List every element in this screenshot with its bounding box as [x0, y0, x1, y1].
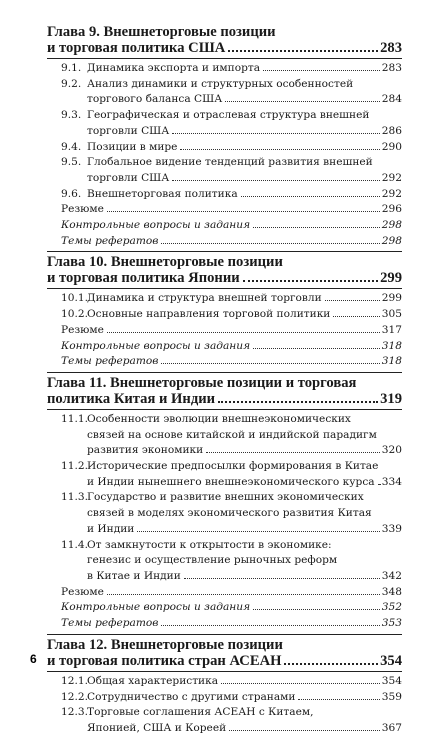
toc-section — [47, 490, 402, 537]
section-title: генезис и осуществление рыночных реформ — [87, 554, 338, 567]
dot-leader — [325, 300, 380, 301]
section-line — [61, 77, 402, 93]
section-line — [61, 553, 402, 569]
section-title: развития экономики — [87, 444, 204, 457]
summary-entry — [47, 202, 402, 218]
dot-leader — [172, 180, 379, 181]
page-number: 6 — [30, 652, 37, 666]
section-title: и Индии — [87, 522, 135, 535]
questions-label: Контрольные вопросы и задания — [61, 219, 251, 232]
section-number: 11.4. — [61, 538, 88, 551]
toc-section — [47, 459, 402, 490]
section-page-number: 290 — [381, 140, 402, 153]
dot-leader — [221, 683, 380, 684]
dot-leader — [241, 196, 380, 197]
section-page-number: 292 — [381, 187, 402, 200]
section-title: Сотрудничество с другими странами — [87, 690, 296, 703]
section-line — [61, 522, 402, 538]
chapter-rule — [47, 58, 402, 59]
section-line — [61, 140, 402, 156]
toc-section — [47, 61, 402, 77]
questions-page-number: 318 — [381, 339, 402, 352]
section-title: Основные направления торговой политики — [87, 308, 331, 321]
toc-section — [47, 412, 402, 459]
questions-entry — [47, 339, 402, 355]
dot-leader — [229, 730, 380, 731]
section-title: Исторические предпосылки формирования в Китае — [87, 460, 379, 473]
section-title: и Индии нынешнего внешнеэкономического курса — [87, 475, 375, 488]
table-of-contents — [47, 24, 402, 737]
section-line — [61, 690, 402, 706]
topics-page-number: 318 — [381, 355, 402, 368]
toc-section — [47, 690, 402, 706]
dot-leader — [107, 332, 380, 333]
chapter-title-line — [47, 40, 402, 56]
chapter-rule — [47, 288, 402, 289]
section-number: 9.4. — [61, 140, 82, 153]
section-title: Торговые соглашения АСЕАН с Китаем, — [87, 706, 314, 719]
topics-page-number: 298 — [381, 234, 402, 247]
dot-leader — [298, 699, 379, 700]
section-number: 9.1. — [61, 62, 82, 74]
section-title: торгового баланса США — [87, 93, 223, 106]
section-line — [61, 428, 402, 444]
section-line — [61, 538, 402, 554]
dot-leader — [243, 280, 378, 282]
summary-label: Резюме — [61, 585, 104, 598]
section-line — [61, 475, 402, 491]
questions-page-number: 352 — [381, 601, 402, 614]
summary-entry — [47, 585, 402, 601]
chapter-title: Глава 12. Внешнеторговые позиции — [47, 636, 283, 653]
section-title: Особенности эволюции внешнеэкономических — [87, 412, 351, 425]
chapter — [47, 254, 402, 373]
topics-entry — [47, 234, 402, 250]
section-title: связей в моделях экономического развития Китая — [87, 507, 372, 520]
chapter — [47, 637, 402, 737]
dot-leader — [137, 531, 379, 532]
dot-leader — [218, 401, 378, 403]
section-number: 11.1. — [61, 412, 88, 425]
section-title: Динамика экспорта и импорта — [87, 62, 261, 74]
section-title: Общая характеристика — [87, 674, 219, 687]
section-line — [61, 490, 402, 506]
topics-entry — [47, 616, 402, 632]
section-number: 12.2. — [61, 690, 88, 703]
chapter-page-number: 319 — [380, 390, 402, 407]
dot-leader — [206, 452, 380, 453]
section-number: 9.5. — [61, 156, 82, 169]
section-number: 10.1. — [61, 292, 88, 305]
toc-section — [47, 307, 402, 323]
section-line — [61, 187, 402, 203]
chapter-page-number: 354 — [380, 652, 402, 669]
section-page-number: 284 — [381, 93, 402, 106]
chapter-page-number: 283 — [380, 40, 402, 56]
section-page-number: 305 — [381, 308, 402, 321]
section-line — [61, 171, 402, 187]
dot-leader — [263, 70, 380, 71]
section-title: Позиции в мире — [87, 140, 178, 153]
dot-leader — [184, 578, 380, 579]
toc-section — [47, 705, 402, 736]
dot-leader — [225, 101, 380, 102]
section-number: 10.2. — [61, 308, 88, 321]
summary-page-number: 348 — [381, 585, 402, 598]
section-line — [61, 155, 402, 171]
topics-label: Темы рефератов — [61, 617, 159, 630]
topics-page-number: 353 — [381, 617, 402, 630]
chapter-page-number: 299 — [380, 270, 402, 287]
dot-leader — [253, 227, 380, 228]
section-line — [61, 412, 402, 428]
section-title: торговли США — [87, 171, 170, 184]
dot-leader — [253, 609, 380, 610]
toc-section — [47, 155, 402, 186]
chapter-title: Глава 10. Внешнеторговые позиции — [47, 254, 283, 271]
chapter-title-text: и торговая политика стран АСЕАН — [47, 652, 282, 669]
chapter-rule — [47, 409, 402, 410]
section-title: Географическая и отраслевая структура внешней — [87, 109, 370, 122]
toc-section — [47, 538, 402, 585]
summary-label: Резюме — [61, 203, 104, 216]
dot-leader — [284, 663, 378, 665]
section-line — [61, 721, 402, 737]
chapter-end-rule — [47, 634, 402, 635]
summary-page-number: 317 — [381, 323, 402, 336]
section-title: Динамика и структура внешней торговли — [87, 292, 322, 305]
section-title: Глобальное видение тенденций развития внешней — [87, 156, 373, 169]
chapter-title-line — [47, 270, 402, 286]
section-number: 9.2. — [61, 77, 82, 90]
section-number: 11.2. — [61, 460, 88, 473]
section-line — [61, 569, 402, 585]
section-line — [61, 291, 402, 307]
section-line — [61, 307, 402, 323]
dot-leader — [107, 594, 380, 595]
summary-entry — [47, 323, 402, 339]
questions-entry — [47, 600, 402, 616]
section-title: связей на основе китайской и индийской парадигм — [87, 428, 377, 441]
chapter-title-text: и торговая политика Японии — [47, 270, 240, 287]
section-line — [61, 443, 402, 459]
dot-leader — [378, 484, 380, 485]
section-page-number: 367 — [381, 721, 402, 734]
dot-leader — [161, 625, 379, 626]
section-page-number: 339 — [381, 522, 402, 535]
section-page-number: 299 — [381, 292, 402, 305]
section-line — [61, 108, 402, 124]
dot-leader — [180, 149, 379, 150]
section-line — [61, 92, 402, 108]
section-line — [61, 459, 402, 475]
section-number: 11.3. — [61, 491, 88, 504]
section-page-number: 334 — [381, 475, 402, 488]
toc-section — [47, 187, 402, 203]
section-title: Японией, США и Кореей — [87, 721, 227, 734]
section-title: Государство и развитие внешних экономических — [87, 491, 364, 504]
summary-page-number: 296 — [381, 203, 402, 216]
section-page-number: 342 — [381, 569, 402, 582]
chapter-title-line — [47, 653, 402, 669]
section-page-number: 283 — [381, 62, 402, 74]
section-title: в Китае и Индии — [87, 569, 181, 582]
topics-label: Темы рефератов — [61, 234, 159, 247]
section-number: 9.6. — [61, 187, 82, 200]
dot-leader — [253, 348, 380, 349]
section-line — [61, 61, 402, 77]
section-number: 12.3. — [61, 706, 88, 719]
chapter-end-rule — [47, 251, 402, 252]
questions-page-number: 298 — [381, 219, 402, 232]
section-page-number: 354 — [381, 674, 402, 687]
dot-leader — [107, 211, 380, 212]
section-line — [61, 674, 402, 690]
questions-entry — [47, 218, 402, 234]
section-line — [61, 124, 402, 140]
dot-leader — [228, 50, 378, 52]
chapter-title: Глава 11. Внешнеторговые позиции и торговая — [47, 374, 357, 391]
questions-label: Контрольные вопросы и задания — [61, 601, 251, 614]
chapter-title: Глава 9. Внешнеторговые позиции — [47, 24, 276, 40]
section-title: От замкнутости к открытости в экономике: — [87, 538, 332, 551]
section-page-number: 359 — [381, 690, 402, 703]
section-number: 12.1. — [61, 674, 88, 687]
topics-entry — [47, 354, 402, 370]
toc-section — [47, 291, 402, 307]
section-title: Внешнеторговая политика — [87, 187, 238, 200]
section-page-number: 320 — [381, 444, 402, 457]
section-page-number: 286 — [381, 124, 402, 137]
dot-leader — [161, 363, 379, 364]
questions-label: Контрольные вопросы и задания — [61, 339, 251, 352]
dot-leader — [333, 316, 379, 317]
toc-section — [47, 674, 402, 690]
chapter-title-text: и торговая политика США — [47, 40, 226, 56]
section-title: торговли США — [87, 124, 170, 137]
chapter — [47, 24, 402, 252]
chapter-rule — [47, 671, 402, 672]
section-line — [61, 506, 402, 522]
toc-section — [47, 140, 402, 156]
section-number: 9.3. — [61, 109, 82, 122]
toc-section — [47, 77, 402, 108]
chapter-end-rule — [47, 372, 402, 373]
section-title: Анализ динамики и структурных особенностей — [87, 77, 354, 90]
chapter — [47, 375, 402, 635]
dot-leader — [172, 133, 379, 134]
dot-leader — [161, 243, 379, 244]
topics-label: Темы рефератов — [61, 355, 159, 368]
summary-label: Резюме — [61, 323, 104, 336]
toc-section — [47, 108, 402, 139]
section-page-number: 292 — [381, 171, 402, 184]
chapter-title-text: политика Китая и Индии — [47, 390, 216, 407]
section-line — [61, 705, 402, 721]
chapter-title-line — [47, 391, 402, 407]
